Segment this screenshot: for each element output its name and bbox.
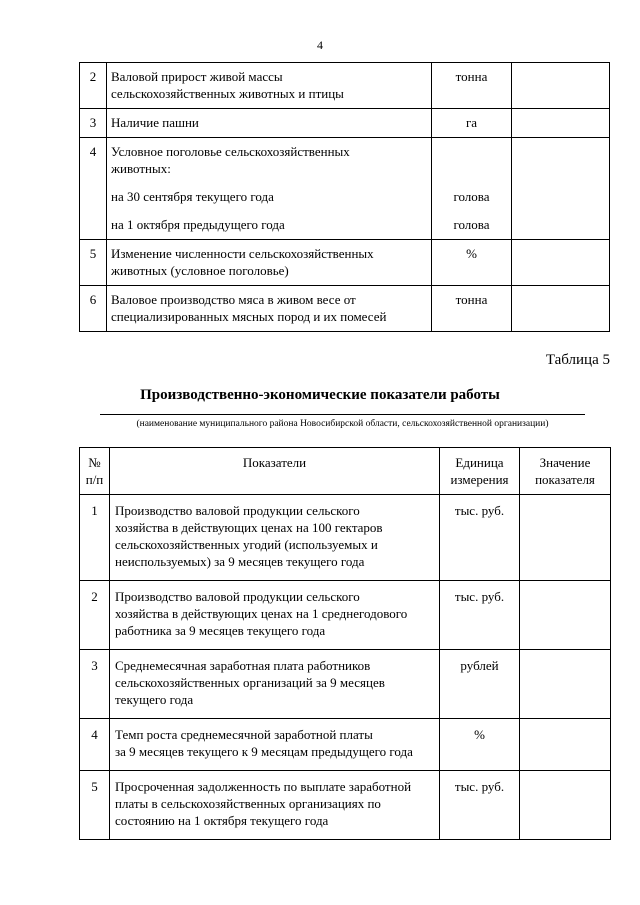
row-number: 2 [80, 581, 110, 650]
unit-line: голова [453, 189, 490, 204]
row-number: 3 [80, 109, 107, 138]
indicator-line: Валовое производство мяса в живом весе от [111, 292, 356, 307]
indicator-line: Валовой прирост живой массы [111, 69, 283, 84]
row-number: 4 [80, 719, 110, 771]
indicator-cell [107, 138, 432, 240]
row-number: 3 [80, 650, 110, 719]
value-cell[interactable] [512, 63, 610, 109]
header-indicator: Показатели [110, 448, 440, 495]
table-header-row [80, 448, 611, 495]
value-cell[interactable] [520, 581, 611, 650]
indicator-cell: Темп роста среднемесячной заработной платы за 9 месяцев текущего к 9 месяцам предыдущего года [110, 719, 440, 771]
table-row [80, 240, 610, 286]
unit-cell: тонна [432, 286, 512, 332]
table-row [80, 138, 610, 240]
unit-cell: га [432, 109, 512, 138]
row-number: 6 [80, 286, 107, 332]
indicator-cell: Просроченная задолженность по выплате заработной платы в сельскохозяйственных организациях по состоянию на 1 октября текущего года [110, 771, 440, 840]
value-cell[interactable] [512, 240, 610, 286]
value-cell[interactable] [520, 650, 611, 719]
unit-cell: % [432, 240, 512, 286]
unit-cell [432, 138, 512, 240]
value-cell[interactable] [512, 138, 610, 240]
header-unit: Единица измерения [440, 448, 520, 495]
value-cell[interactable] [512, 109, 610, 138]
page-number: 4 [317, 38, 323, 52]
indicator-sub-line: на 30 сентября текущего года [111, 189, 274, 204]
value-cell[interactable] [520, 719, 611, 771]
table-label: Таблица 5 [545, 352, 610, 368]
row-number: 5 [80, 240, 107, 286]
org-name-caption: (наименование муниципального района Новосибирской области, сельскохозяйственной организации) [136, 419, 549, 429]
table-row [80, 495, 611, 581]
indicator-line: животных: [111, 161, 171, 176]
table-row [80, 581, 611, 650]
indicator-cell [107, 63, 432, 109]
indicator-line: Условное поголовье сельскохозяйственных [111, 144, 350, 159]
unit-cell: % [440, 719, 520, 771]
value-cell[interactable] [520, 771, 611, 840]
table-row [80, 771, 611, 840]
indicators-table-continued [79, 62, 610, 332]
row-number: 4 [80, 138, 107, 240]
table-row [80, 719, 611, 771]
indicator-line: животных (условное поголовье) [111, 263, 289, 278]
unit-cell: рублей [440, 650, 520, 719]
table-row [80, 109, 610, 138]
economic-indicators-table [79, 447, 611, 840]
indicator-line: сельскохозяйственных животных и птицы [111, 86, 344, 101]
indicator-cell: Среднемесячная заработная плата работников сельскохозяйственных организаций за 9 месяцев текущего года [110, 650, 440, 719]
unit-cell: тыс. руб. [440, 771, 520, 840]
header-num: № п/п [80, 448, 110, 495]
unit-line: голова [453, 217, 490, 232]
indicator-line: специализированных мясных пород и их помесей [111, 309, 387, 324]
indicator-cell [107, 286, 432, 332]
unit-cell: тонна [432, 63, 512, 109]
row-number: 1 [80, 495, 110, 581]
indicator-line: Изменение численности сельскохозяйственных [111, 246, 374, 261]
table-row [80, 650, 611, 719]
value-cell[interactable] [520, 495, 611, 581]
table-row [80, 286, 610, 332]
indicator-cell: Производство валовой продукции сельского хозяйства в действующих ценах на 100 гектаров сельскохозяйственных угодий (используемых и неиспользуемых) за 9 месяцев текущего года [110, 495, 440, 581]
value-cell[interactable] [512, 286, 610, 332]
row-number: 5 [80, 771, 110, 840]
indicator-cell [107, 240, 432, 286]
table-title: Производственно-экономические показатели работы [140, 387, 500, 403]
indicator-cell: Производство валовой продукции сельского хозяйства в действующих ценах на 1 среднегодового работника за 9 месяцев текущего года [110, 581, 440, 650]
indicator-cell: Наличие пашни [107, 109, 432, 138]
unit-cell: тыс. руб. [440, 495, 520, 581]
org-name-underline [100, 414, 585, 415]
unit-cell: тыс. руб. [440, 581, 520, 650]
table-row [80, 63, 610, 109]
row-number: 2 [80, 63, 107, 109]
indicator-sub-line: на 1 октября предыдущего года [111, 217, 285, 232]
header-value: Значение показателя [520, 448, 611, 495]
